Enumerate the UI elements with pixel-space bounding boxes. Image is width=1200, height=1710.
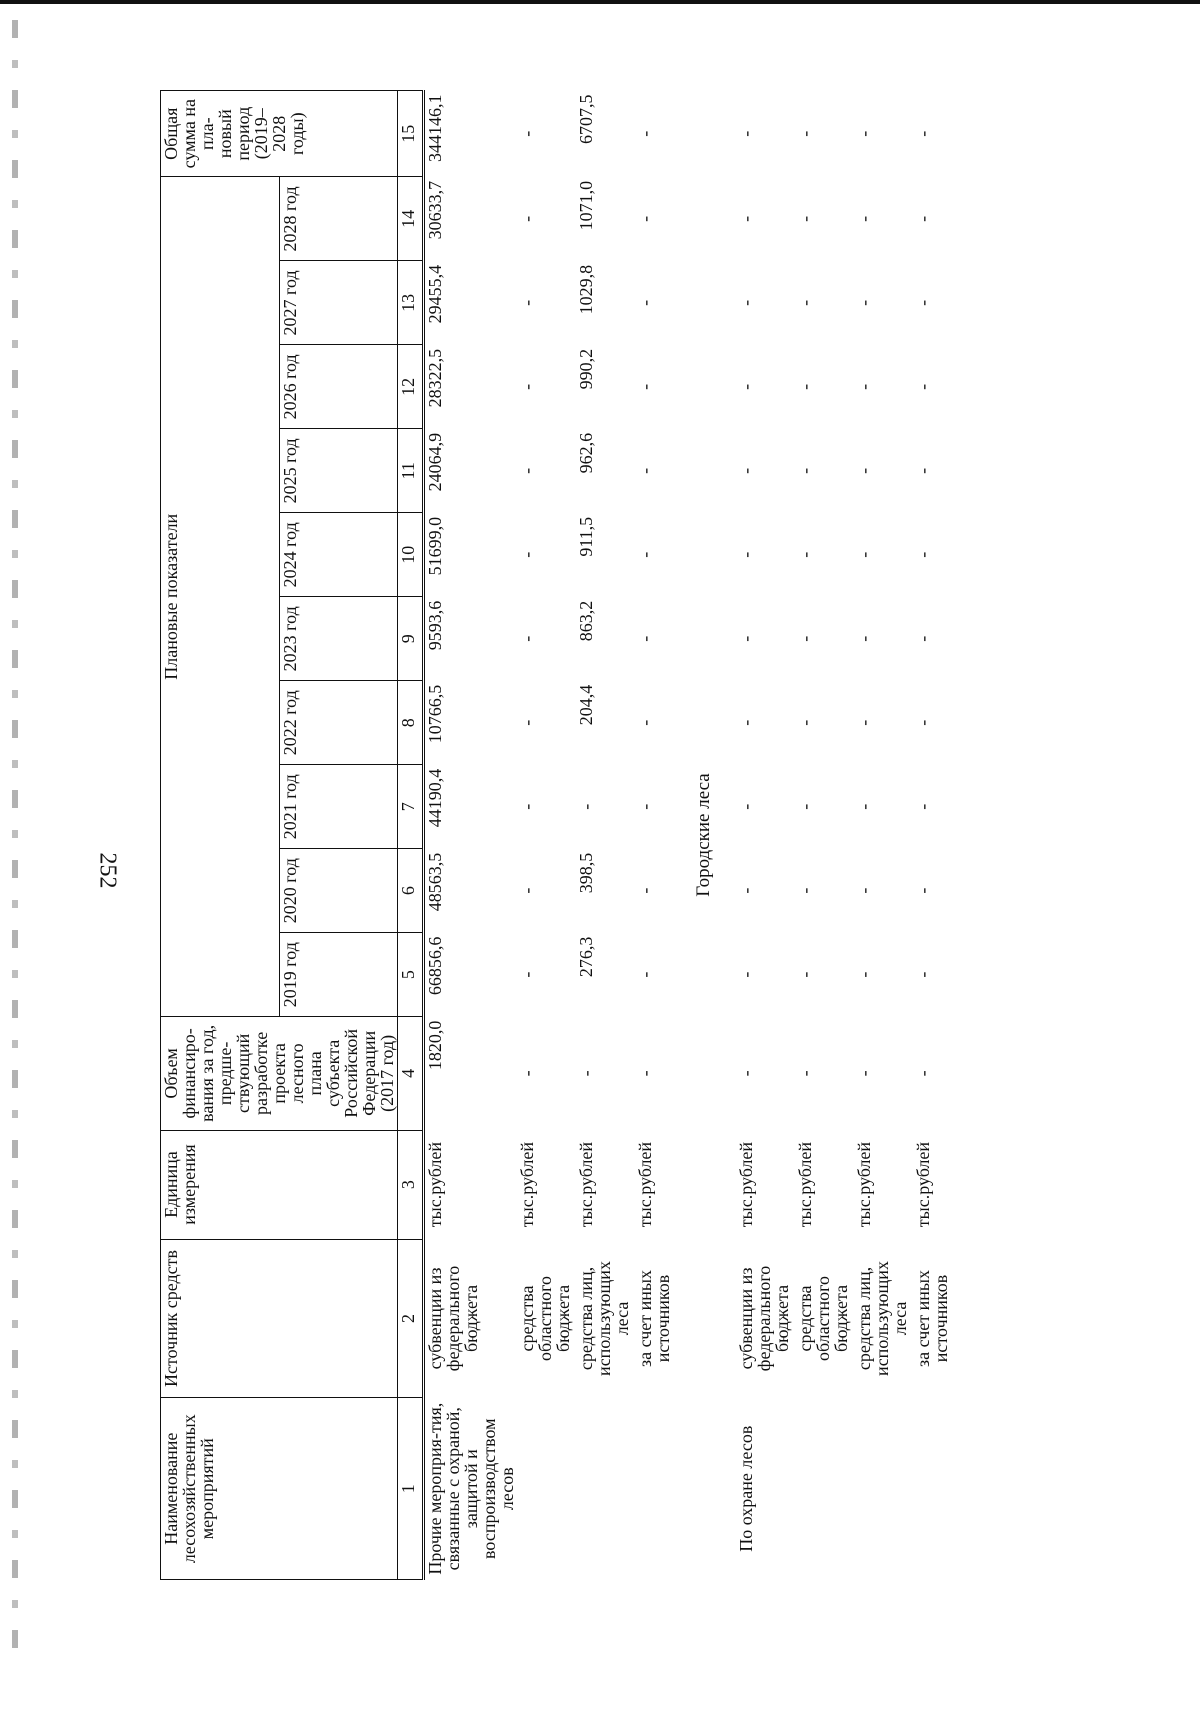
value-cell: -	[913, 887, 933, 894]
value-cell: -	[795, 551, 815, 558]
value-cell: 204,4	[576, 684, 596, 726]
unit-cell: тыс.рублей	[854, 1141, 874, 1228]
table-row	[854, 91, 913, 1580]
value-cell: -	[854, 299, 874, 306]
source-cell: за счет иных источников	[913, 1269, 951, 1367]
value-cell: -	[913, 215, 933, 222]
activity-cell: Прочие мероприя-тия, связанные с охраной, защитой и воспроизводством лесов	[425, 1402, 517, 1575]
value-cell: -	[913, 467, 933, 474]
value-cell: 990,2	[576, 348, 596, 390]
value-cell: -	[854, 719, 874, 726]
activity-cell	[795, 1398, 854, 1580]
value-cell: -	[913, 551, 933, 558]
column-number: 8	[398, 681, 424, 765]
value-cell: 344146,1	[425, 94, 445, 162]
value-cell: 29455,4	[425, 264, 445, 324]
value-cell: -	[517, 467, 537, 474]
activity-cell	[517, 1398, 576, 1580]
value-cell: -	[635, 215, 655, 222]
value-cell: -	[635, 803, 655, 810]
table-row	[795, 91, 854, 1580]
value-cell: -	[795, 130, 815, 137]
section-title: Городские леса	[693, 773, 714, 897]
activity-cell	[635, 1398, 694, 1580]
value-cell: -	[795, 971, 815, 978]
header-planned-indicators: Плановые показатели	[161, 177, 280, 1017]
value-cell: 1029,8	[576, 264, 596, 315]
binding-marks	[12, 20, 18, 1670]
header-year: 2025 год	[279, 429, 398, 513]
source-cell: субвенции из федерального бюджета	[736, 1265, 792, 1372]
scan-edge-mark	[0, 0, 1200, 4]
value-cell: 1820,0	[425, 1020, 445, 1071]
column-number: 9	[398, 597, 424, 681]
value-cell: -	[635, 887, 655, 894]
value-cell: -	[517, 299, 537, 306]
value-cell: -	[913, 719, 933, 726]
unit-cell: тыс.рублей	[913, 1141, 933, 1228]
unit-cell: тыс.рублей	[736, 1141, 756, 1228]
value-cell: -	[517, 551, 537, 558]
column-number: 2	[398, 1239, 424, 1398]
header-year: 2022 год	[279, 681, 398, 765]
value-cell: -	[795, 1070, 815, 1077]
value-cell: -	[736, 299, 756, 306]
value-cell: -	[854, 383, 874, 390]
value-cell: -	[913, 130, 933, 137]
header-year: 2019 год	[279, 933, 398, 1017]
column-number: 10	[398, 513, 424, 597]
value-cell: -	[635, 1070, 655, 1077]
value-cell: 962,6	[576, 432, 596, 474]
header-activity: Наименование лесохозяйственных мероприятий	[161, 1398, 398, 1580]
value-cell: -	[517, 1070, 537, 1077]
value-cell: -	[635, 635, 655, 642]
column-number: 13	[398, 261, 424, 345]
activity-cell	[913, 1398, 972, 1580]
header-year: 2024 год	[279, 513, 398, 597]
value-cell: -	[913, 971, 933, 978]
value-cell: -	[576, 1070, 596, 1077]
value-cell: -	[913, 299, 933, 306]
header-year: 2021 год	[279, 765, 398, 849]
column-number-row	[398, 91, 424, 1580]
table-row	[635, 91, 694, 1580]
source-cell: средства областного бюджета	[795, 1275, 851, 1362]
value-cell: -	[795, 299, 815, 306]
column-number: 5	[398, 933, 424, 1017]
value-cell: -	[736, 215, 756, 222]
value-cell: -	[635, 467, 655, 474]
value-cell: -	[854, 971, 874, 978]
value-cell: 24064,9	[425, 432, 445, 492]
value-cell: 863,2	[576, 600, 596, 642]
header-unit: Единица измерения	[161, 1130, 398, 1239]
value-cell: -	[795, 383, 815, 390]
value-cell: -	[635, 299, 655, 306]
value-cell: -	[736, 1070, 756, 1077]
value-cell: 10766,5	[425, 684, 445, 744]
header-year: 2023 год	[279, 597, 398, 681]
unit-cell: тыс.рублей	[635, 1141, 655, 1228]
value-cell: -	[736, 887, 756, 894]
value-cell: -	[736, 551, 756, 558]
column-number: 12	[398, 345, 424, 429]
value-cell: -	[736, 971, 756, 978]
value-cell: -	[795, 887, 815, 894]
column-number: 4	[398, 1017, 424, 1130]
header-base-volume: Объем финансиро-вания за год, предше-ствующий разработке проекта лесного плана субъекта Российской Федерации (2017 год)	[161, 1017, 398, 1130]
column-number: 6	[398, 849, 424, 933]
value-cell: -	[576, 803, 596, 810]
value-cell: -	[854, 215, 874, 222]
value-cell: -	[795, 635, 815, 642]
value-cell: -	[635, 971, 655, 978]
value-cell: -	[635, 383, 655, 390]
value-cell: 28322,5	[425, 348, 445, 408]
header-year: 2027 год	[279, 261, 398, 345]
unit-cell: тыс.рублей	[517, 1141, 537, 1228]
table-body-1	[424, 91, 695, 1580]
value-cell: -	[913, 635, 933, 642]
unit-cell: тыс.рублей	[425, 1141, 445, 1228]
value-cell: -	[795, 719, 815, 726]
value-cell: -	[517, 215, 537, 222]
value-cell: 66856,6	[425, 936, 445, 996]
value-cell: 9593,6	[425, 600, 445, 651]
value-cell: -	[517, 130, 537, 137]
source-cell: субвенции из федерального бюджета	[425, 1265, 481, 1372]
value-cell: -	[635, 551, 655, 558]
value-cell: -	[854, 1070, 874, 1077]
column-number: 11	[398, 429, 424, 513]
value-cell: -	[913, 383, 933, 390]
source-cell: средства лиц, использующих леса	[576, 1261, 632, 1376]
value-cell: -	[736, 383, 756, 390]
value-cell: -	[517, 719, 537, 726]
financing-table	[160, 90, 972, 1580]
value-cell: -	[854, 887, 874, 894]
header-source: Источник средств	[161, 1239, 398, 1398]
value-cell: 6707,5	[576, 94, 596, 144]
column-number: 1	[398, 1398, 424, 1580]
value-cell: -	[736, 130, 756, 137]
column-number: 14	[398, 177, 424, 261]
value-cell: -	[854, 635, 874, 642]
column-number: 15	[398, 91, 424, 177]
value-cell: -	[517, 383, 537, 390]
source-cell: средства лиц, использующих леса	[854, 1261, 910, 1376]
header-total: Общая сумма на пла-новый период (2019–2028 годы)	[161, 91, 398, 177]
value-cell: -	[854, 803, 874, 810]
value-cell: 1071,0	[576, 180, 596, 231]
value-cell: -	[736, 635, 756, 642]
unit-cell: тыс.рублей	[795, 1141, 815, 1228]
table-row	[517, 91, 576, 1580]
value-cell: -	[913, 803, 933, 810]
value-cell: -	[635, 130, 655, 137]
activity-cell	[854, 1398, 913, 1580]
header-year: 2026 год	[279, 345, 398, 429]
header-year: 2028 год	[279, 177, 398, 261]
value-cell: 911,5	[576, 516, 596, 557]
column-number: 7	[398, 765, 424, 849]
value-cell: -	[854, 551, 874, 558]
value-cell: -	[517, 971, 537, 978]
value-cell: 276,3	[576, 936, 596, 978]
column-number: 3	[398, 1130, 424, 1239]
value-cell: -	[736, 803, 756, 810]
value-cell: -	[517, 635, 537, 642]
value-cell: -	[795, 467, 815, 474]
header-year: 2020 год	[279, 849, 398, 933]
table-body-2	[736, 91, 972, 1580]
page-number: 252	[94, 852, 121, 888]
rotated-table-wrapper	[160, 90, 1100, 1580]
value-cell: -	[736, 719, 756, 726]
value-cell: -	[795, 215, 815, 222]
table-row	[913, 91, 972, 1580]
value-cell: -	[795, 803, 815, 810]
value-cell: 44190,4	[425, 768, 445, 828]
unit-cell: тыс.рублей	[576, 1141, 596, 1228]
value-cell: 30633,7	[425, 180, 445, 240]
value-cell: -	[517, 803, 537, 810]
value-cell: -	[854, 130, 874, 137]
activity-cell	[576, 1398, 635, 1580]
value-cell: -	[913, 1070, 933, 1077]
activity-cell: По охране лесов	[736, 1425, 756, 1552]
value-cell: 51699,0	[425, 516, 445, 576]
table-row	[736, 91, 795, 1580]
table-row	[576, 91, 635, 1580]
value-cell: 398,5	[576, 852, 596, 894]
source-cell: за счет иных источников	[635, 1269, 673, 1367]
value-cell: -	[635, 719, 655, 726]
source-cell: средства областного бюджета	[517, 1275, 573, 1362]
table-row	[424, 91, 518, 1580]
value-cell: 48563,5	[425, 852, 445, 912]
value-cell: -	[736, 467, 756, 474]
value-cell: -	[854, 467, 874, 474]
value-cell: -	[517, 887, 537, 894]
